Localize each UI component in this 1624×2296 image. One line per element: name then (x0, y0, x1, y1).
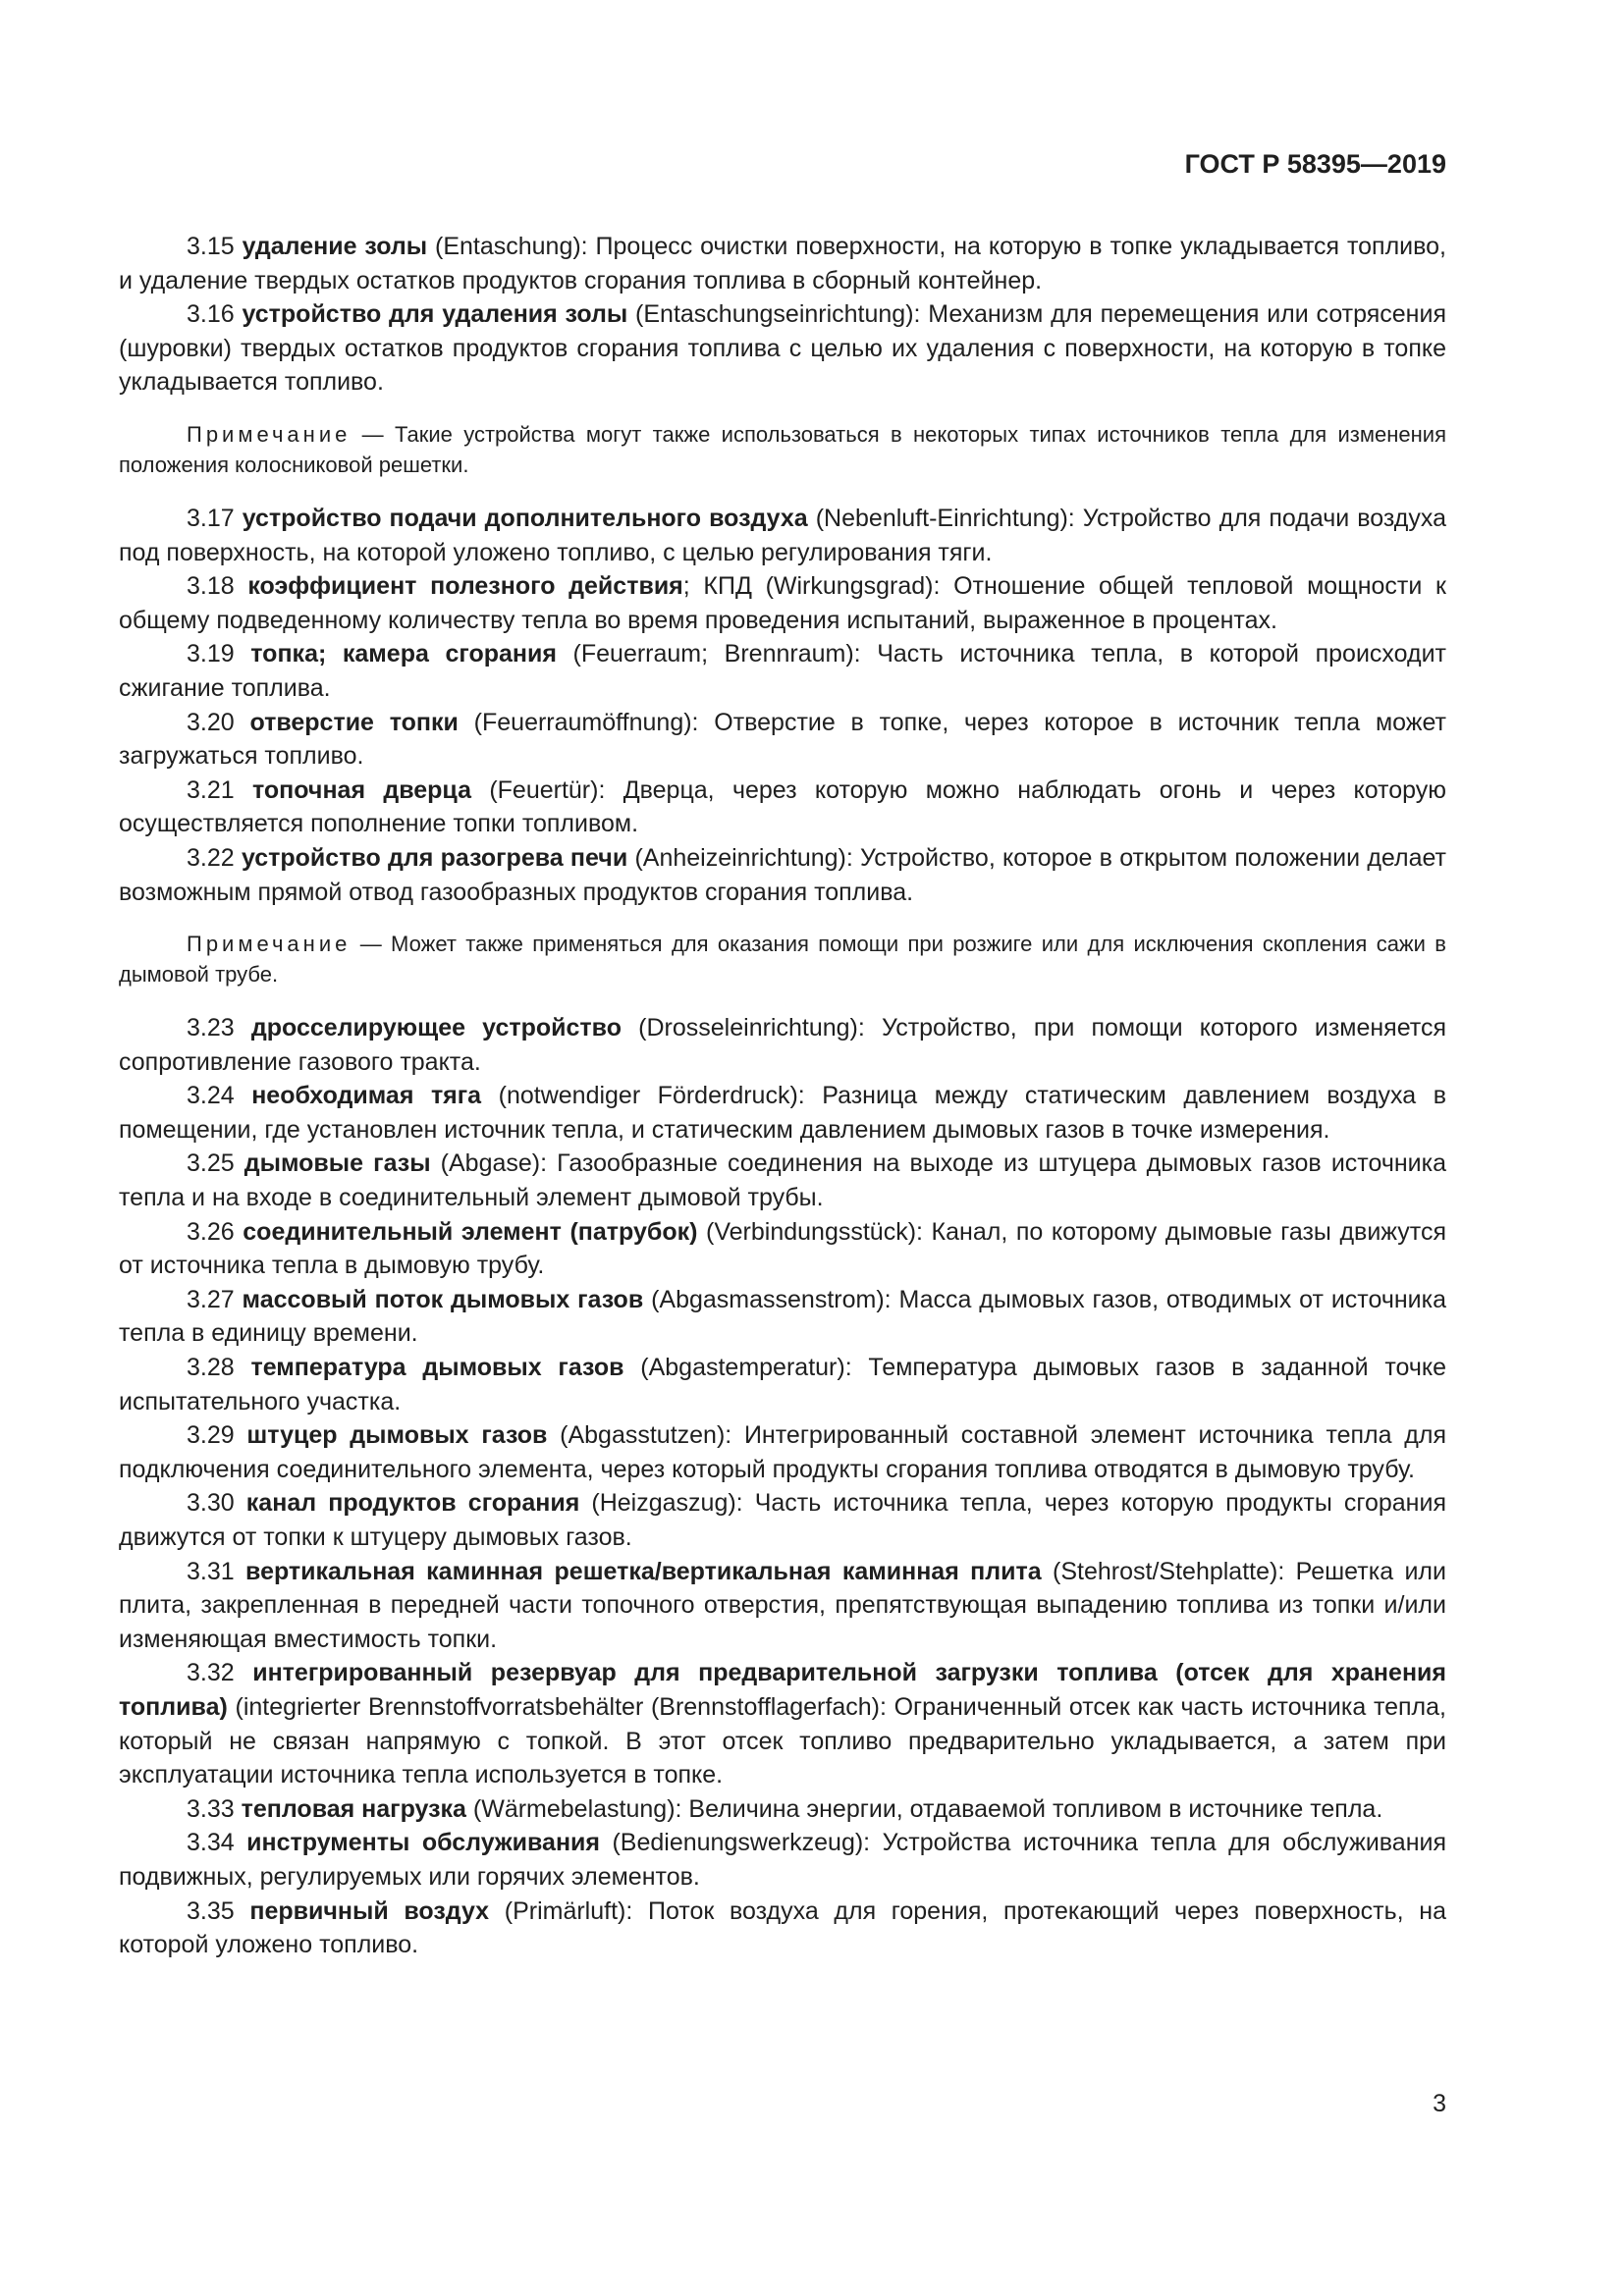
entry-term: топка; камера сгорания (250, 640, 557, 668)
entry-term: дросселирующее устройство (250, 1014, 622, 1042)
entry-term: удаление золы (242, 233, 428, 260)
note-label: Примечание (187, 421, 352, 447)
definition-entry (119, 1351, 1446, 1418)
document-number: ГОСТ Р 58395—2019 (1184, 149, 1446, 179)
note-text: — Может также применяться для оказания помощи при розжиге или для исключения скопления сажи в дымовой трубе. (119, 932, 1446, 988)
definition-entry (119, 1079, 1446, 1147)
definition-entry (119, 1283, 1446, 1351)
entry-number: 3.16 (187, 300, 235, 329)
entry-definition: (integrierter Brennstoffvorratsbehälter (Brennstofflagerfach): Ограниченный отсек как часть источника тепла, который не связан напрямую с топкой. В этот отсек топливо предварительно укладывается, а затем при эксплуатации источника тепла используется в топке. (119, 1692, 1446, 1789)
note-text: — Такие устройства могут также использоваться в некоторых типах источников тепла для изменения положения колосниковой решетки. (119, 421, 1446, 477)
entry-definition: (Wärmebelastung): Величина энергии, отдаваемой топливом в источнике тепла. (465, 1794, 1383, 1823)
definition-entry (119, 1656, 1446, 1791)
entry-term: инструменты обслуживания (246, 1829, 600, 1857)
entry-term: первичный воздух (249, 1896, 490, 1925)
entry-number: 3.33 (187, 1794, 235, 1823)
entry-definition: (Feuertür): Дверца, через которую можно наблюдать огонь и через которую осуществляется пополнение топки топливом. (119, 775, 1446, 838)
entry-term: устройство для разогрева печи (241, 843, 628, 872)
entry-term: соединительный элемент (патрубок) (243, 1217, 698, 1246)
entry-definition: (Abgasstutzen): Интегрированный составной элемент источника тепла для подключения соединительного элемента, через который продукты сгорания топлива отводятся в дымовую трубу. (119, 1421, 1447, 1483)
definition-entry (119, 774, 1446, 841)
entry-definition: (Abgase): Газообразные соединения на выходе из штуцера дымовых газов источника тепла и на входе в соединительный элемент дымовой трубы. (119, 1149, 1447, 1212)
definition-entry (119, 1895, 1446, 1962)
entry-number: 3.20 (187, 708, 235, 736)
definition-entry (119, 1011, 1446, 1079)
entry-number: 3.18 (187, 572, 235, 601)
definition-entry (119, 1215, 1446, 1283)
entry-number: 3.26 (187, 1217, 235, 1246)
entry-definition: (Feuerraumöffnung): Отверстие в топке, через которое в источник тепла может загружаться топливо. (119, 708, 1447, 771)
definition-entry (119, 1147, 1446, 1214)
entry-term: коэффициент полезного действия (247, 572, 683, 601)
entry-number: 3.24 (187, 1082, 235, 1110)
entry-term: топочная дверца (252, 775, 472, 804)
entry-term: температура дымовых газов (250, 1354, 624, 1382)
definition-entry (119, 569, 1446, 637)
entry-number: 3.30 (187, 1489, 235, 1518)
entry-term: тепловая нагрузка (241, 1794, 466, 1823)
entry-number: 3.22 (187, 843, 235, 872)
definition-entry (119, 297, 1446, 400)
entry-number: 3.25 (187, 1149, 235, 1178)
definition-entry (119, 706, 1446, 774)
entry-term: вертикальная каминная решетка/вертикальная каминная плита (245, 1557, 1042, 1585)
entry-number: 3.15 (187, 233, 235, 260)
entry-number: 3.34 (187, 1829, 235, 1857)
entry-definition: (notwendiger Förderdruck): Разница между статическим давлением воздуха в помещении, где установлен источник тепла, и статическим давлением дымовых газов в точке измерения. (119, 1082, 1446, 1144)
note-paragraph (119, 929, 1446, 989)
entry-number: 3.32 (187, 1659, 235, 1687)
definition-entry (119, 1555, 1446, 1657)
entry-definition: (Entaschung): Процесс очистки поверхности, на которую в топке укладывается топливо, и удаление твердых остатков продуктов сгорания топлива в сборный контейнер. (119, 233, 1446, 294)
entry-definition: (Abgastemperatur): Температура дымовых газов в заданной точке испытательного участка. (119, 1354, 1446, 1415)
entry-number: 3.19 (187, 640, 235, 668)
note-label: Примечание (187, 932, 352, 957)
definition-entry (119, 1826, 1446, 1894)
note-paragraph (119, 419, 1446, 480)
entry-definition: (Verbindungsstück): Канал, по которому дымовые газы движутся от источника тепла в дымовую трубу. (119, 1217, 1446, 1280)
entry-term: необходимая тяга (251, 1082, 482, 1110)
page-number: 3 (1433, 2090, 1446, 2117)
entry-definition: (Abgasmassenstrom): Масса дымовых газов, отводимых от источника тепла в единицу времени. (119, 1285, 1446, 1348)
definition-entry (119, 230, 1446, 297)
definition-entry (119, 1792, 1446, 1827)
entry-term: отверстие топки (249, 708, 459, 736)
entry-number: 3.21 (187, 775, 235, 804)
entry-number: 3.27 (187, 1285, 235, 1313)
entry-definition: ; КПД (Wirkungsgrad): Отношение общей тепловой мощности к общему подведенному количеству тепла во время проведения испытаний, выраженное в процентах. (119, 572, 1446, 634)
entry-definition: (Drosseleinrichtung): Устройство, при помощи которого изменяется сопротивление газового тракта. (119, 1014, 1446, 1076)
entry-term: массовый поток дымовых газов (242, 1285, 644, 1313)
entry-number: 3.31 (187, 1557, 235, 1585)
definition-entry (119, 502, 1446, 569)
entry-definition: (Entaschungseinrichtung): Механизм для перемещения или сотрясения (шуровки) твердых остатков продуктов сгорания топлива с целью их удаления с поверхности, на которую в топке укладывается топливо. (119, 300, 1446, 397)
entry-number: 3.28 (187, 1354, 235, 1382)
entry-number: 3.35 (187, 1896, 235, 1925)
entry-term: устройство для удаления золы (242, 300, 628, 329)
entry-term: штуцер дымовых газов (246, 1421, 548, 1450)
definition-entry (119, 1486, 1446, 1554)
entry-term: устройство подачи дополнительного воздуха (242, 504, 808, 532)
entry-number: 3.17 (187, 504, 235, 532)
entry-number: 3.29 (187, 1421, 235, 1450)
entry-term: канал продуктов сгорания (245, 1489, 580, 1518)
entry-term: дымовые газы (244, 1149, 431, 1178)
entry-number: 3.23 (187, 1014, 235, 1042)
definition-entry (119, 1418, 1446, 1486)
document-body (119, 230, 1446, 1962)
entry-definition: (Primärluft): Поток воздуха для горения, протекающий через поверхность, на которой уложено топливо. (119, 1896, 1446, 1959)
definition-entry (119, 841, 1446, 909)
entry-definition: (Heizgaszug): Часть источника тепла, через которую продукты сгорания движутся от топки к штуцеру дымовых газов. (119, 1489, 1446, 1551)
definition-entry (119, 637, 1446, 705)
entry-term: интегрированный резервуар для предварительной загрузки топлива (отсек для хранения топлива) (119, 1659, 1446, 1721)
entry-definition: (Nebenluft-Einrichtung): Устройство для подачи воздуха под поверхность, на которой уложено топливо, с целью регулирования тяги. (119, 504, 1446, 566)
entry-definition: (Feuerraum; Brennraum): Часть источника тепла, в которой происходит сжигание топлива. (119, 640, 1446, 702)
entry-definition: (Anheizeinrichtung): Устройство, которое в открытом положении делает возможным прямой отвод газообразных продуктов сгорания топлива. (119, 843, 1446, 906)
entry-definition: (Bedienungswerkzeug): Устройства источника тепла для обслуживания подвижных, регулируемых или горячих элементов. (119, 1829, 1446, 1891)
entry-definition: (Stehrost/Stehplatte): Решетка или плита, закрепленная в передней части топочного отверстия, препятствующая выпадению топлива из топки и/или изменяющая вместимость топки. (119, 1557, 1446, 1653)
